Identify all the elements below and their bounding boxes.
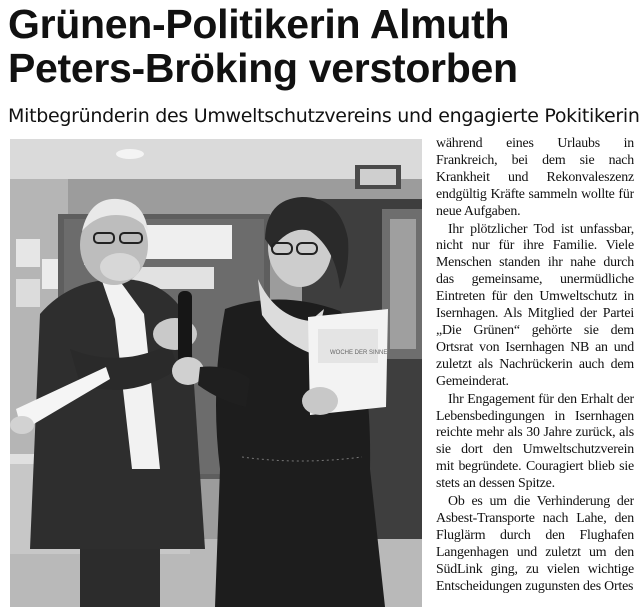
- paragraph: Ihr Engagement für den Erhalt der Lebensbedingungen in Isernhagen reichte mehr als 30 Jahre zurück, als sie dort den Umweltschutzverein mit begründete. Couragiert blieb sie stets an dessen Spitze.: [436, 391, 634, 492]
- paragraph: während eines Urlaubs in Frankreich, bei dem sie nach Krankheit und Rekonvaleszenz endgültig Kräfte sammeln wollte für neue Aufgaben.: [436, 136, 634, 219]
- subheadline: Mitbegründerin des Umweltschutzvereins und engagierte Pokitikerin: [8, 105, 640, 127]
- headline: Grünen-Politikerin Almuth Peters-Bröking verstorben: [8, 1, 518, 91]
- folder-label: WOCHE DER SINNE: [330, 350, 388, 356]
- article-photo: [10, 139, 422, 607]
- paragraph: Ihr plötzlicher Tod ist unfassbar, nicht nur für ihre Familie. Viele Menschen standen ihr nahe durch das gemeinsame, unermüdliche Eintreten für den Umweltschutz in Isernhagen. Als Mitglied der Partei „Die Grünen“ gehörte sie dem Ortsrat von Isernhagen NB an und zuletzt als Nachrückerin auch dem Gemeinderat.: [436, 221, 634, 389]
- paragraph: Ob es um die Verhinderung der Asbest-Transporte nach Lahe, den Fluglärm durch den Flughafen Langenhagen und zuletzt um den SüdLink ging, zu vielen wichtige Entscheidungen zugunsten des Ortes: [436, 494, 634, 594]
- article-body: [436, 136, 634, 612]
